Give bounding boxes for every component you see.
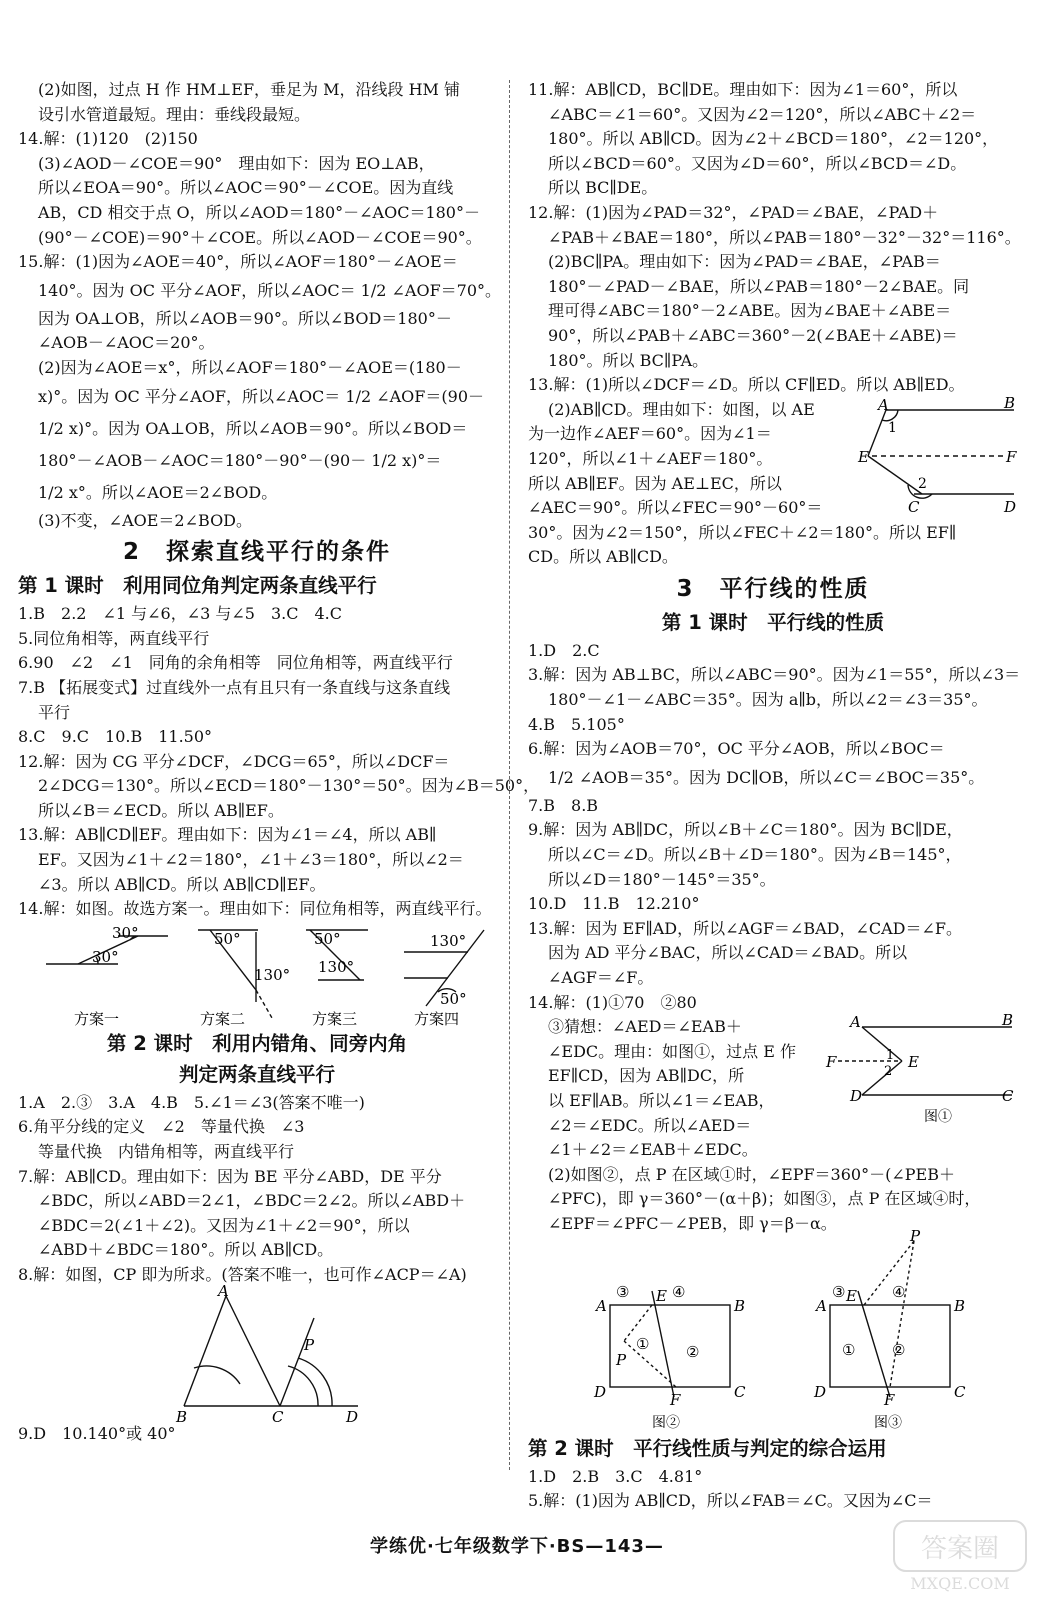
point-label: E xyxy=(656,1286,667,1305)
lesson-heading: 第 2 课时 利用内错角、同旁内角 xyxy=(106,1031,408,1055)
angle-number: 1 xyxy=(888,419,897,436)
text-line: 平行 xyxy=(38,702,71,722)
text-line: CD。所以 AB∥CD。 xyxy=(528,547,678,567)
point-label: C xyxy=(272,1407,284,1426)
column-divider xyxy=(509,80,510,1470)
text-line: 1/2 x)°。因为 OA⊥OB，所以∠AOB＝90°。所以∠BOD＝ xyxy=(38,418,468,438)
text-line: 1.D 2.C xyxy=(528,640,600,660)
text-line: 5.同位角相等，两直线平行 xyxy=(18,628,210,648)
text-line: 90°，所以∠PAB＋∠ABC＝360°－2(∠BAE＋∠ABE)＝ xyxy=(548,325,958,345)
region-label: ② xyxy=(892,1340,906,1359)
figure-caption: 图② xyxy=(652,1414,680,1431)
text-line: 等量代换 内错角相等，两直线平行 xyxy=(38,1142,295,1162)
text-line: ∠AOB－∠AOC＝20°。 xyxy=(38,333,215,353)
point-label: F xyxy=(1006,447,1017,466)
figures-2-3 xyxy=(528,1226,1018,1433)
problem-13-block xyxy=(528,393,1018,521)
lesson-heading: 第 1 课时 平行线的性质 xyxy=(661,610,885,634)
text-line: (2)因为∠AOE＝x°，所以∠AOF＝180°－∠AOE＝(180－ xyxy=(38,357,462,377)
text-line: 120°，所以∠1＋∠AEF＝180°。 xyxy=(528,448,773,468)
point-label: D xyxy=(850,1087,863,1106)
figure-1 xyxy=(822,1011,1018,1137)
point-label: B xyxy=(734,1296,746,1315)
triangle-figure xyxy=(18,1281,496,1426)
text-line: ∠AEC＝90°。所以∠FEC＝90°－60°＝ xyxy=(528,498,823,518)
text-line: EF。又因为∠1＋∠2＝180°，∠1＋∠3＝180°，所以∠2＝ xyxy=(38,850,464,870)
region-label: ① xyxy=(842,1340,856,1359)
angle-label: 50° xyxy=(214,929,241,948)
text-line: 为一边作∠AEF＝60°。因为∠1＝ xyxy=(528,424,772,444)
text-line: 180°。所以 BC∥PA。 xyxy=(548,350,709,370)
text-line: ∠2＝∠EDC。所以∠AED＝ xyxy=(548,1115,752,1135)
plan-label: 方案一 xyxy=(74,1009,120,1028)
angle-label: 130° xyxy=(430,931,467,950)
text-line: ∠3。所以 AB∥CD。所以 AB∥CD∥EF。 xyxy=(38,874,326,894)
text-line: 1/2 x°。所以∠AOE＝2∠BOD。 xyxy=(38,482,278,502)
figure-13 xyxy=(858,393,1018,518)
text-line: 设引水管道最短。理由：垂线段最短。 xyxy=(38,104,311,124)
region-label: ④ xyxy=(672,1282,686,1301)
point-label: C xyxy=(1002,1087,1014,1106)
text-line: (3)∠AOD－∠COE＝90° 理由如下：因为 EO⊥AB， xyxy=(38,153,435,173)
text-line: AB，CD 相交于点 O，所以∠AOD＝180°－∠AOC＝180°－ xyxy=(38,202,480,222)
problem-14-block xyxy=(528,1011,1018,1163)
text-line: (2)BC∥PA。理由如下：因为∠PAD＝∠BAE，∠PAB＝ xyxy=(548,252,941,272)
text-line: ∠BDC，所以∠ABD＝2∠1，∠BDC＝2∠2。所以∠ABD＋ xyxy=(38,1191,466,1211)
text-line: x)°。因为 OC 平分∠AOF，所以∠AOC＝ 1/2 ∠AOF＝(90－ xyxy=(38,386,485,406)
text-line: 13.解：(1)所以∠DCF＝∠D。所以 CF∥ED。所以 AB∥ED。 xyxy=(528,375,965,395)
point-label: C xyxy=(954,1382,966,1401)
text-line: 180°－∠PAD－∠BAE，所以∠PAB＝180°－2∠BAE。同 xyxy=(548,276,970,296)
text-line: 1/2 ∠AOB＝35°。因为 DC∥OB，所以∠C＝∠BOC＝35°。 xyxy=(548,767,985,787)
point-label: P xyxy=(304,1335,315,1354)
region-label: ③ xyxy=(616,1282,630,1301)
text-line: 15.解：(1)因为∠AOE＝40°，所以∠AOF＝180°－∠AOE＝ xyxy=(18,252,458,272)
text-line: 理可得∠ABC＝180°－2∠ABE。因为∠BAE＋∠ABE＝ xyxy=(548,301,952,321)
text-line: 5.解：(1)因为 AB∥CD，所以∠FAB＝∠C。又因为∠C＝ xyxy=(528,1491,933,1511)
point-label: E xyxy=(846,1286,857,1305)
text-line: 所以∠BCD＝60°。又因为∠D＝60°，所以∠BCD＝∠D。 xyxy=(548,153,967,173)
text-line: 因为 OA⊥OB，所以∠AOB＝90°。所以∠BOD＝180°－ xyxy=(38,308,452,328)
text-line: 以 EF∥AB。所以∠1＝∠EAB， xyxy=(548,1090,775,1110)
text-line: 1.A 2.③ 3.A 4.B 5.∠1＝∠3(答案不唯一) xyxy=(18,1092,365,1112)
text-line: 13.解：因为 EF∥AD，所以∠AGF＝∠BAD，∠CAD＝∠F。 xyxy=(528,918,963,938)
text-line: 7.B 【拓展变式】过直线外一点有且只有一条直线与这条直线 xyxy=(18,677,451,697)
angle-label: 130° xyxy=(254,965,291,984)
text-line: 13.解：AB∥CD∥EF。理由如下：因为∠1＝∠4，所以 AB∥ xyxy=(18,825,437,845)
point-label: D xyxy=(1004,497,1017,516)
text-line: 6.角平分线的定义 ∠2 等量代换 ∠3 xyxy=(18,1117,305,1137)
text-line: ③猜想：∠AED＝∠EAB＋ xyxy=(548,1017,742,1037)
text-line: 12.解：(1)因为∠PAD＝32°，∠PAD＝∠BAE，∠PAD＋ xyxy=(528,202,939,222)
angle-label: 50° xyxy=(440,989,467,1008)
lesson-heading: 第 1 课时 利用同位角判定两条直线平行 xyxy=(18,574,377,598)
text-line: (3)不变，∠AOE＝2∠BOD。 xyxy=(38,510,253,530)
angle-label: 30° xyxy=(92,947,119,966)
text-line: 6.解：因为∠AOB＝70°，OC 平分∠AOB，所以∠BOC＝ xyxy=(528,739,945,759)
text-line: (2)如图②，点 P 在区域①时，∠EPF＝360°－(∠PEB＋ xyxy=(548,1164,955,1184)
angle-label: 30° xyxy=(112,923,139,942)
point-label: D xyxy=(346,1407,359,1426)
figure-caption: 图③ xyxy=(874,1414,902,1431)
plan-label: 方案二 xyxy=(200,1009,246,1028)
left-column xyxy=(18,78,540,1446)
text-line: ∠PAB＋∠BAE＝180°，所以∠PAB＝180°－32°－32°＝116°。 xyxy=(548,227,1021,247)
text-line: 所以∠EOA＝90°。所以∠AOC＝90°－∠COE。因为直线 xyxy=(38,178,454,198)
point-label: D xyxy=(594,1382,607,1401)
text-line: 3.解：因为 AB⊥BC，所以∠ABC＝90°。因为∠1＝55°，所以∠3＝ xyxy=(528,665,1021,685)
text-line: ∠EDC。理由：如图①，过点 E 作 xyxy=(548,1041,797,1061)
text-line: 11.解：AB∥CD，BC∥DE。理由如下：因为∠1＝60°，所以 xyxy=(528,80,958,99)
point-label: B xyxy=(1002,1011,1014,1030)
text-line: 180°－∠1－∠ABC＝35°。因为 a∥b，所以∠2＝∠3＝35°。 xyxy=(548,690,988,710)
point-label: A xyxy=(878,395,889,414)
point-label: E xyxy=(908,1053,919,1072)
svg-text:MXQE.COM: MXQE.COM xyxy=(910,1574,1010,1593)
point-label: A xyxy=(596,1296,607,1315)
angle-number: 2 xyxy=(884,1064,893,1080)
plans-figure xyxy=(18,922,496,1028)
text-line: 4.B 5.105° xyxy=(528,714,625,734)
lesson-heading: 判定两条直线平行 xyxy=(178,1062,335,1086)
text-line: ∠AGF＝∠F。 xyxy=(548,968,654,987)
text-line: 2∠DCG＝130°。所以∠ECD＝180°－130°＝50°。因为∠B＝50°， xyxy=(38,776,540,796)
right-column xyxy=(528,78,1021,1514)
text-line: 7.解：AB∥CD。理由如下：因为 BE 平分∠ABD，DE 平分 xyxy=(18,1166,442,1186)
figure-caption: 图① xyxy=(924,1109,952,1126)
text-line: 1.B 2.2 ∠1 与∠6，∠3 与∠5 3.C 4.C xyxy=(18,604,343,624)
text-line: 180°。所以 AB∥CD。因为∠2＋∠BCD＝180°，∠2＝120°， xyxy=(548,129,999,149)
text-line: 9.D 10.140°或 40° xyxy=(18,1423,176,1443)
text-line: ∠1＋∠2＝∠EAB＋∠EDC。 xyxy=(548,1140,758,1160)
point-label: A xyxy=(218,1281,229,1300)
page-footer: 学练优·七年级数学下·BS—143— xyxy=(370,1536,664,1557)
region-label: ③ xyxy=(832,1282,846,1301)
region-label: ④ xyxy=(892,1282,906,1301)
angle-number: 2 xyxy=(918,475,927,492)
text-line: (2)AB∥CD。理由如下：如图，以 AE xyxy=(548,399,815,419)
point-label: F xyxy=(884,1390,895,1409)
text-line: 所以∠C＝∠D。所以∠B＋∠D＝180°。因为∠B＝145°， xyxy=(548,845,962,865)
point-label: C xyxy=(908,497,920,516)
text-line: ∠BDC＝2(∠1＋∠2)。又因为∠1＋∠2＝90°，所以 xyxy=(38,1215,410,1235)
region-label: ① xyxy=(636,1334,650,1353)
point-label: E xyxy=(858,447,869,466)
text-line: 14.解：如图。故选方案一。理由如下：同位角相等，两直线平行。 xyxy=(18,899,492,919)
text-line: 6.90 ∠2 ∠1 同角的余角相等 同位角相等，两直线平行 xyxy=(18,653,453,673)
angle-label: 130° xyxy=(318,957,355,976)
point-label: A xyxy=(816,1296,827,1315)
point-label: A xyxy=(850,1013,861,1032)
angle-number: 1 xyxy=(886,1048,895,1064)
text-line: 9.解：因为 AB∥DC，所以∠B＋∠C＝180°。因为 BC∥DE， xyxy=(528,820,963,840)
point-label: P xyxy=(616,1350,627,1369)
text-line: 10.D 11.B 12.210° xyxy=(528,894,700,914)
section-heading: 2 探索直线平行的条件 xyxy=(122,539,391,566)
text-line: 所以∠B＝∠ECD。所以 AB∥EF。 xyxy=(38,800,284,820)
text-line: 所以 AB∥EF。因为 AE⊥EC，所以 xyxy=(528,473,782,493)
text-line: 1.D 2.B 3.C 4.81° xyxy=(528,1466,703,1486)
text-line: 8.C 9.C 10.B 11.50° xyxy=(18,727,213,747)
point-label: D xyxy=(814,1382,827,1401)
watermark-logo xyxy=(890,1515,1030,1595)
lesson-heading: 第 2 课时 平行线性质与判定的综合运用 xyxy=(528,1436,887,1460)
point-label: P xyxy=(910,1226,921,1245)
text-line: ∠ABD＋∠BDC＝180°。所以 AB∥CD。 xyxy=(38,1240,334,1260)
point-label: B xyxy=(954,1296,966,1315)
angle-label: 50° xyxy=(314,929,341,948)
text-line: ∠PFC)，即 γ＝360°－(α＋β)；如图③，点 P 在区域④时， xyxy=(548,1189,981,1209)
point-label: B xyxy=(1004,393,1016,412)
text-line: (90°－∠COE)＝90°＋∠COE。所以∠AOD－∠COE＝90°。 xyxy=(38,227,482,247)
plan-label: 方案四 xyxy=(414,1009,460,1028)
text-line: 所以 BC∥DE。 xyxy=(548,178,658,198)
text-line: ∠ABC＝∠1＝60°。又因为∠2＝120°，所以∠ABC＋∠2＝ xyxy=(548,104,977,124)
point-label: C xyxy=(734,1382,746,1401)
svg-text:答案圈: 答案圈 xyxy=(920,1534,1000,1564)
point-label: F xyxy=(826,1053,837,1072)
text-line: 7.B 8.B xyxy=(528,795,599,815)
text-line: ∠EPF＝∠PFC－∠PEB，即 γ＝β－α。 xyxy=(548,1213,837,1233)
section-heading: 3 平行线的性质 xyxy=(676,575,870,602)
text-line: 14.解：(1)①70 ②80 xyxy=(528,992,697,1012)
text-line: 180°－∠AOB－∠AOC＝180°－90°－(90－ 1/2 x)°＝ xyxy=(38,450,442,470)
text-line: 因为 AD 平分∠BAC，所以∠CAD＝∠BAD。所以 xyxy=(548,943,908,963)
region-label: ② xyxy=(686,1342,700,1361)
text-line: 8.解：如图，CP 即为所求。(答案不唯一，也可作∠ACP＝∠A) xyxy=(18,1265,467,1284)
text-line: 12.解：因为 CG 平分∠DCF，∠DCG＝65°，所以∠DCF＝ xyxy=(18,751,450,771)
text-line: 140°。因为 OC 平分∠AOF，所以∠AOC＝ 1/2 ∠AOF＝70°。 xyxy=(38,280,502,300)
text-line: EF∥CD，因为 AB∥DC，所 xyxy=(548,1066,745,1086)
text-line: 14.解：(1)120 (2)150 xyxy=(18,129,198,149)
text-line: 所以∠D＝180°－145°＝35°。 xyxy=(548,869,776,889)
point-label: F xyxy=(670,1390,681,1409)
text-line: 30°。因为∠2＝150°，所以∠FEC＋∠2＝180°。所以 EF∥ xyxy=(528,522,957,542)
text-line: (2)如图，过点 H 作 HM⊥EF，垂足为 M，沿线段 HM 铺 xyxy=(38,80,461,99)
plan-label: 方案三 xyxy=(312,1009,358,1028)
point-label: B xyxy=(176,1407,188,1426)
